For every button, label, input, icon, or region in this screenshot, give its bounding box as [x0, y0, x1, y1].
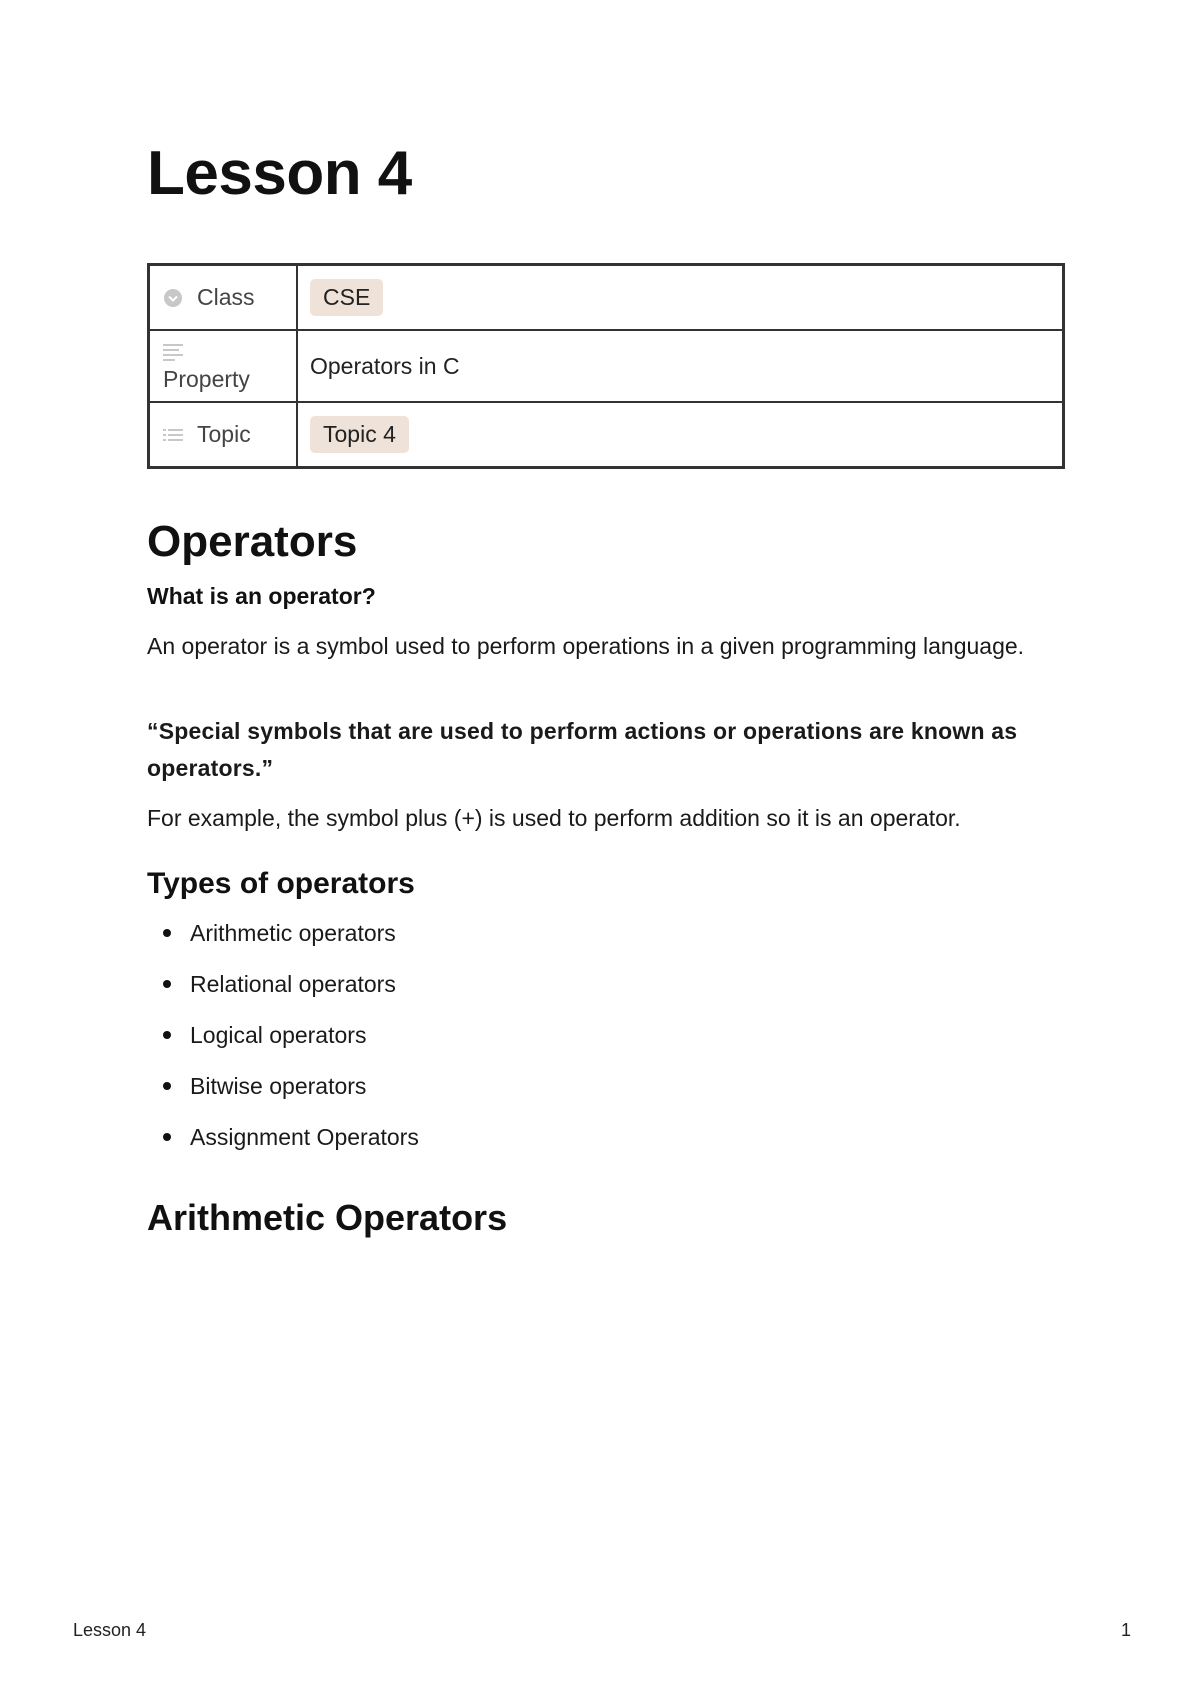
class-tag[interactable]: CSE — [310, 279, 383, 316]
list-item-text: Arithmetic operators — [190, 920, 396, 946]
bullet-icon — [163, 1031, 171, 1039]
operator-quote: “Special symbols that are used to perform actions or operations are known as operators.” — [147, 718, 1018, 781]
operator-example: For example, the symbol plus (+) is used to perform addition so it is an operator. — [147, 805, 961, 831]
property-key-property — [149, 330, 298, 402]
arithmetic-heading: Arithmetic Operators — [147, 1197, 508, 1238]
list-item — [147, 1020, 419, 1071]
operator-definition: An operator is a symbol used to perform operations in a given programming language. — [147, 633, 1025, 659]
bullet-icon — [163, 1082, 171, 1090]
list-item-text: Bitwise operators — [190, 1073, 367, 1099]
property-text-value[interactable]: Operators in C — [310, 352, 460, 379]
property-label-topic: Topic — [197, 421, 251, 447]
property-label-property: Property — [163, 365, 250, 392]
property-label-class: Class — [197, 284, 255, 310]
property-key-topic — [149, 402, 298, 468]
property-row-topic — [149, 402, 1064, 468]
property-row-property — [149, 330, 1064, 402]
bullet-icon — [163, 1133, 171, 1141]
operator-question: What is an operator? — [147, 583, 376, 609]
list-item — [147, 1122, 419, 1173]
operator-types-list — [147, 918, 419, 1173]
list-item — [147, 918, 419, 969]
operators-heading: Operators — [147, 517, 358, 566]
property-value-property — [297, 330, 1064, 402]
topic-tag[interactable]: Topic 4 — [310, 416, 409, 453]
list-item-text: Assignment Operators — [190, 1124, 419, 1150]
properties-table — [147, 263, 1065, 469]
list-item-text: Logical operators — [190, 1022, 367, 1048]
property-key-class — [149, 265, 298, 331]
property-row-class — [149, 265, 1064, 331]
page-number: 1 — [1120, 1620, 1131, 1640]
footer-title: Lesson 4 — [73, 1620, 147, 1640]
list-item-text: Relational operators — [190, 971, 396, 997]
chevron-circle-icon — [163, 288, 183, 308]
property-value-class — [297, 265, 1064, 331]
list-item — [147, 1071, 419, 1122]
page-title: Lesson 4 — [147, 139, 412, 208]
text-lines-icon — [163, 342, 183, 362]
types-heading: Types of operators — [147, 867, 415, 900]
bullet-icon — [163, 929, 171, 937]
property-value-topic — [297, 402, 1064, 468]
list-icon — [163, 425, 183, 445]
bullet-icon — [163, 980, 171, 988]
list-item — [147, 969, 419, 1020]
